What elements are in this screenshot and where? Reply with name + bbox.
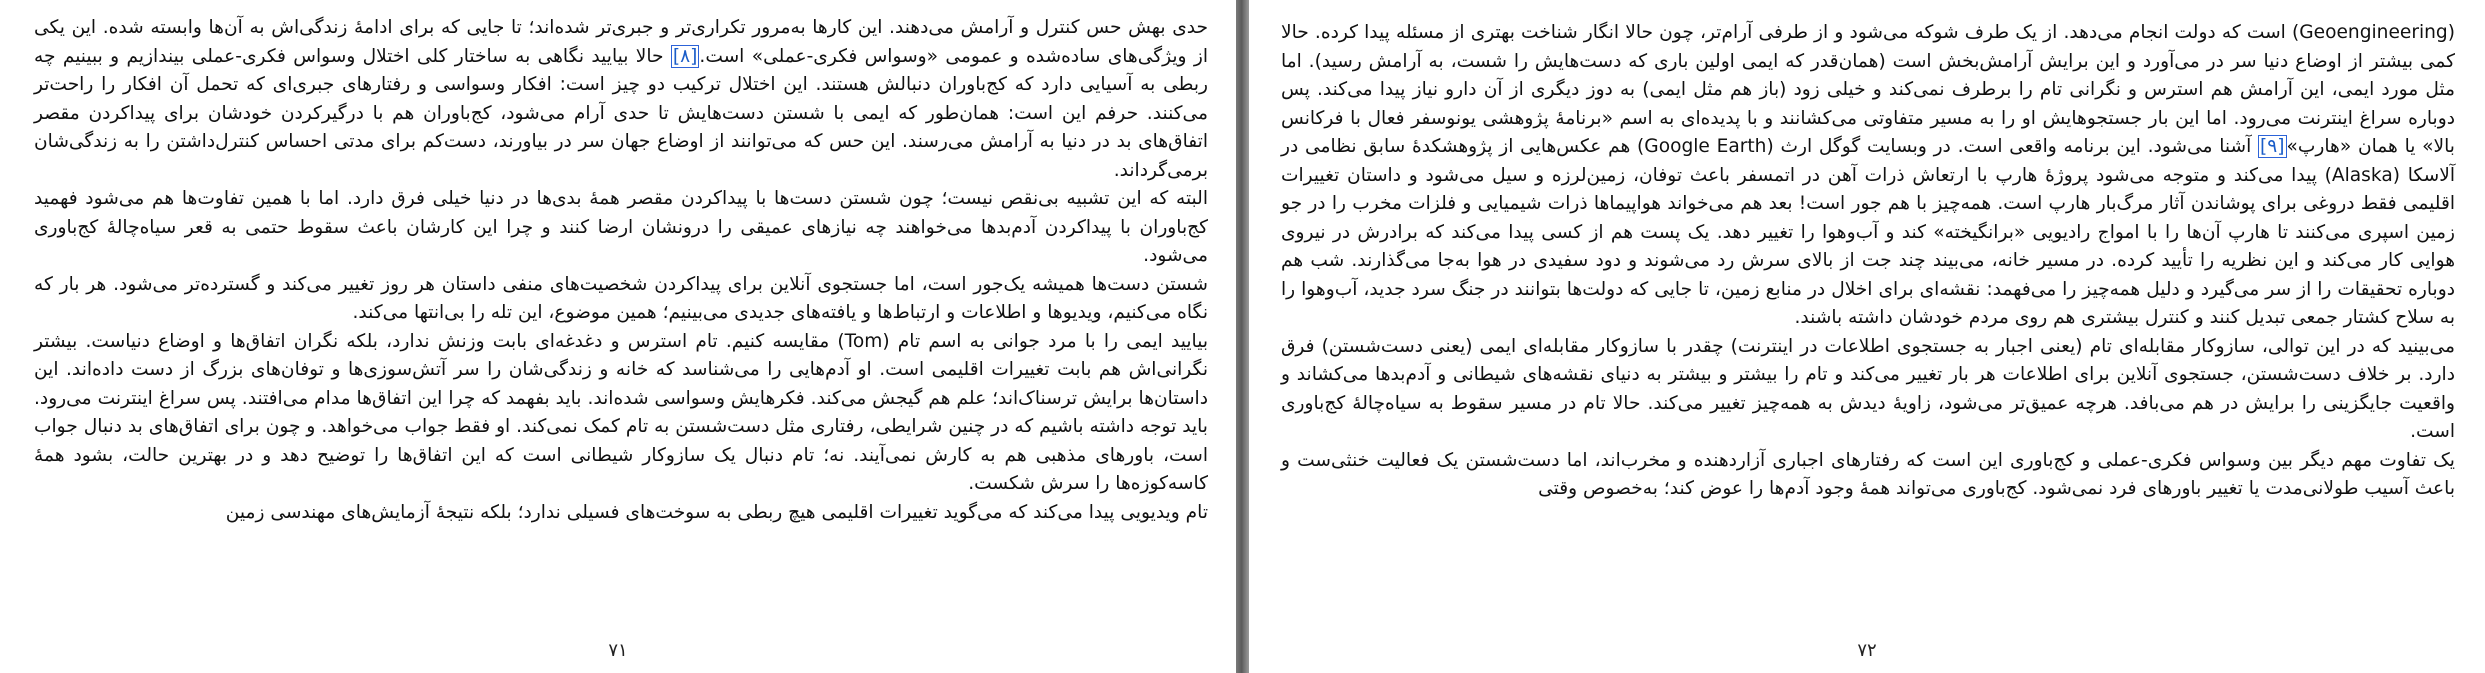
paragraph (1281, 333, 2455, 447)
paragraph-text: شستن دست‌ها همیشه یک‌جور است، اما جستجوی آنلاین برای پیداکردن شخصیت‌های منفی داستان هر روز تغییر می‌کند و گسترده‌تر می‌شود. هر بار که نگاه می‌کنیم، ویدیوها و اطلاعات و ارتباط‌ها و یافته‌های جدیدی می‌بینیم؛ همین موضوع، این تله را بی‌انتها می‌کند. (34, 273, 1208, 323)
paragraph (34, 185, 1208, 271)
paragraph (34, 14, 1208, 185)
paragraph (34, 328, 1208, 499)
paragraph-text: بیایید ایمی را با مرد جوانی به اسم تام (Tom) مقایسه کنیم. تام استرس و دغدغه‌ای بابت وزنش ندارد، بلکه نگران اتفاق‌ها و اوضاع دنیاست. بیشتر نگرانی‌اش هم بابت تغییرات اقلیمی است. او آدم‌هایی را می‌شناسد که خانه و زندگی‌شان را سر آتش‌سوزی‌ها و توفان‌های بزرگ از دست داده‌اند. این داستان‌ها برایش ترسناک‌اند؛ علم هم گیجش می‌کند. فکرهایش وسواسی شده‌اند. باید بفهمد که چرا این اتفاق‌ها مدام می‌افتند. پس سراغ اینترنت می‌رود. باید توجه داشته باشیم که در چنین شرایطی، رفتاری مثل دست‌شستن به تام کمک نمی‌کند. او فقط جواب می‌خواهد. و چون برای اتفاق‌های بد دنبال جواب است، باورهای مذهبی هم به کارش نمی‌آیند. نه؛ تام دنبال یک سازوکار شیطانی است که این اتفاق‌ها را توضیح دهد و در بهترین حالت، بشود همهٔ کاسه‌کوزه‌ها را سرش شکست. (34, 330, 1208, 494)
page-left-text (34, 14, 1208, 527)
paragraph-text: آشنا می‌شود. این برنامه واقعی است. در وبسایت گوگل ارث (Google Earth) هم عکس‌هایی از پژوهشکدهٔ سابق نظامی در آلاسکا (Alaska) پیدا می‌کند و متوجه می‌شود پروژهٔ هارپ با ارتعاش ذرات آهن در اتمسفر باعث توفان، زمین‌لرزه و سیل می‌شود و داستان تغییرات اقلیمی فقط دروغی برای پوشاندن آثار مرگ‌بار هارپ است. همه‌چیز با هم جور است! بعد هم می‌خواند هواپیماها ذرات شیمیایی و فلزات مخرب را در جو زمین اسپری می‌کنند تا هارپ آن‌ها را با امواج رادیویی «برانگیخته» کند و آب‌وهوا را تغییر دهد. یک پست هم از کسی پیدا می‌کند که برادرش در نیروی هوایی کار می‌کند و این نظریه را تأیید کرده. در مسیر خانه، می‌بیند چند جت از بالای سرش رد می‌شوند و دود سفیدی در هوا به‌جا می‌گذارند. شب هم دوباره تحقیقات را از سر می‌گیرد و دلیل همه‌چیز را می‌فهمد: نقشه‌ای برای اخلال در منابع زمین، تا جایی که دولت‌ها بتوانند در جنگ سرد جدید، آب‌وهوا را به سلاح کشتار جمعی تبدیل کنند و کنترل بیشتری هم روی مردم خودشان داشته باشند. (1281, 136, 2456, 328)
page-number-right: ۷۲ (1857, 640, 1877, 661)
paragraph-text: می‌بینید که در این توالی، سازوکار مقابله‌ای تام (یعنی اجبار به جستجوی اطلاعات در اینترنت) چقدر با سازوکار مقابله‌ای ایمی (یعنی دست‌شستن) فرق دارد. بر خلاف دست‌شستن، جستجوی آنلاین برای اطلاعات هر بار تغییر می‌کند و تام را بیشتر و بیشتر به دنیای نقشه‌های شیطانی و آدم‌بدها می‌کشاند و واقعیت جایگزینی را برایش در هم می‌بافد. هرچه عمیق‌تر می‌شود، زاویهٔ دیدش به همه‌چیز تغییر می‌کند. حالا تام در مسیر سقوط به سیاه‌چالهٔ کج‌باوری است. (1281, 335, 2455, 442)
paragraph-text: حالا بیایید نگاهی به ساختار کلی اختلال وسواس فکری-عملی بیندازیم و ببینیم چه ربطی به آسیایی دارد که کج‌باوران دنبالش هستند. این اختلال ترکیب دو چیز است: افکار وسواسی و رفتارهای جبری‌ای که تحمل آن افکار را راحت‌تر می‌کنند. حرفم این است: همان‌طور که ایمی با شستن دست‌هایش تا حدی آرام می‌شود، کج‌باوران هم با درگیرکردن خودشان برای پیداکردن مقصر اتفاق‌های بد در دنیا به آرامش می‌رسند. این حس که می‌توانند از اوضاع جهان سر در بیاورند، دست‌کم برای مدتی احساس کنترل‌داشتن را به زندگی‌شان برمی‌گرداند. (34, 45, 1208, 181)
paragraph-text: یک تفاوت مهم دیگر بین وسواس فکری-عملی و کج‌باوری این است که رفتارهای اجباری آزاردهنده و مخرب‌اند، اما دست‌شستن یک فعالیت خنثی‌ست و باعث آسیب طولانی‌مدت یا تغییر باورهای فرد نمی‌شود. کج‌باوری می‌تواند همهٔ وجود آدم‌ها را عوض کند؛ به‌خصوص وقتی (1281, 449, 2455, 499)
page-number-left: ۷۱ (608, 640, 628, 661)
page-right-text (1281, 19, 2455, 504)
paragraph (1281, 19, 2455, 333)
page-right (1249, 0, 2485, 673)
footnote-reference[interactable]: [۹] (2259, 136, 2285, 157)
footnote-reference[interactable]: [۸] (672, 45, 698, 67)
page-left (0, 0, 1236, 673)
paragraph (1281, 447, 2455, 504)
paragraph-text: حدی بهش حس کنترل و آرامش می‌دهند. این کارها به‌مرور تکراری‌تر و جبری‌تر شده‌اند؛ تا جایی که برای ادامهٔ زندگی‌اش به آن‌ها وابسته شده. این یکی از ویژگی‌های ساده‌شده و عمومی «وسواس فکری-عملی» است. (34, 17, 1208, 67)
paragraph-text: تام ویدیویی پیدا می‌کند که می‌گوید تغییرات اقلیمی هیچ ربطی به سوخت‌های فسیلی ندارد؛ بلکه نتیجهٔ آزمایش‌های مهندسی زمین (225, 501, 1208, 523)
paragraph-text: البته که این تشبیه بی‌نقص نیست؛ چون شستن دست‌ها با پیداکردن مقصر همهٔ بدی‌ها در دنیا خیلی فرق دارد. اما با همین تفاوت‌ها هم می‌شود فهمید کج‌باوران با پیداکردن آدم‌بدها می‌خواهند چه نیازهای عمیقی را درونشان ارضا کنند و چرا این کارشان باعث سقوط حتمی به قعر سیاه‌چالهٔ کج‌باوری می‌شود. (34, 188, 1208, 266)
paragraph-text: (Geoengineering) است که دولت انجام می‌دهد. از یک طرف شوکه می‌شود و از طرفی آرام‌تر، چون حالا انگار شناخت بهتری از مسئله پیدا کرده. حالا کمی بیشتر از اوضاع دنیا سر در می‌آورد و این برایش آرامش‌بخش است (همان‌قدر که ایمی اولین باری که دست‌هایش را شست، به آرامش رسید). اما مثل مورد ایمی، این آرامش هم استرس و نگرانی تام را برطرف نمی‌کند و خیلی زود (باز هم مثل ایمی) به دوز دیگری از آن دارو نیاز پیدا می‌کند. پس دوباره سراغ اینترنت می‌رود. اما این بار جستجوهایش او را به مسیر متفاوتی می‌کشانند و با پدیده‌ای به اسم «برنامهٔ پژوهشی یونوسفر فعال با فرکانس بالا» یا همان «هارپ» (1281, 22, 2455, 157)
paragraph (34, 499, 1208, 528)
paragraph (34, 271, 1208, 328)
book-gutter (1236, 0, 1249, 673)
